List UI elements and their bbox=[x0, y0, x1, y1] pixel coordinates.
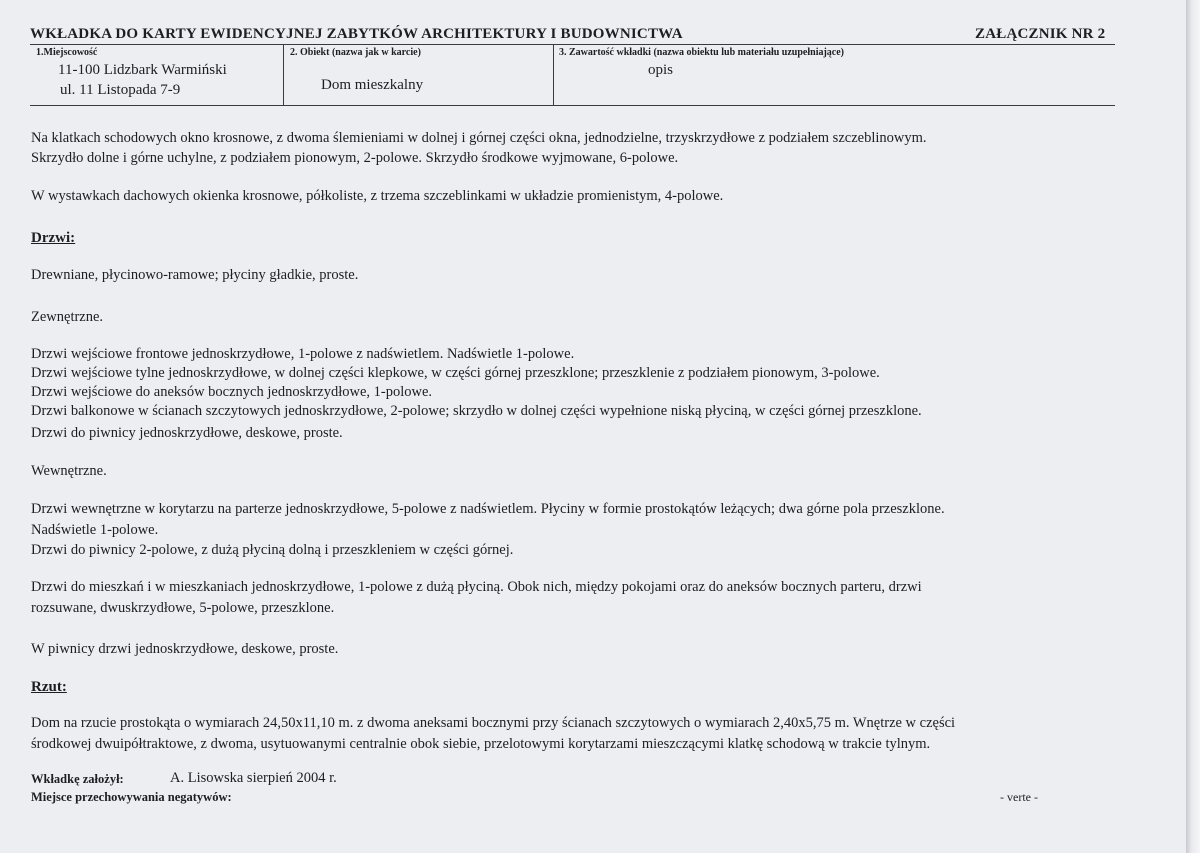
doors-heading: Drzwi: bbox=[31, 230, 76, 246]
place-line-2: ul. 11 Listopada 7-9 bbox=[60, 82, 181, 98]
author-label: Wkładkę założył: bbox=[31, 772, 124, 786]
interior-line-2: Nadświetle 1-polowe. bbox=[31, 522, 159, 538]
exterior-line-1: Drzwi wejściowe frontowe jednoskrzydłowe, 1-polowe z nadświetlem. Nadświetle 1-polowe. bbox=[31, 346, 575, 362]
field-divider-2 bbox=[553, 44, 554, 106]
window-paragraph-line-1: Na klatkach schodowych okno krosnowe, z dwoma ślemieniami w dolnej i górnej części okna, jednodzielne, trzyskrzydłowe z podziałem szczeblinowym. bbox=[31, 130, 927, 146]
content-value: opis bbox=[648, 62, 674, 78]
interior-line-3: Drzwi do piwnicy 2-polowe, z dużą płyciną dolną i przeszkleniem w części górnej. bbox=[31, 542, 514, 558]
place-line-1: 11-100 Lidzbark Warmiński bbox=[58, 62, 227, 78]
interior-line-5: rozsuwane, dwuskrzydłowe, 5-polowe, przeszklone. bbox=[31, 600, 335, 616]
doors-intro: Drewniane, płycinowo-ramowe; płyciny gładkie, proste. bbox=[31, 267, 359, 283]
interior-line-4: Drzwi do mieszkań i w mieszkaniach jednoskrzydłowe, 1-polowe z dużą płyciną. Obok nich, między pokojami oraz do aneksów bocznych parteru, drzwi bbox=[31, 579, 922, 595]
interior-line-1: Drzwi wewnętrzne w korytarzu na parterze jednoskrzydłowe, 5-polowe z nadświetlem. Płyciny w formie prostokątów leżących; dwa górne pola przeszklone. bbox=[31, 501, 945, 517]
plan-heading: Rzut: bbox=[31, 679, 67, 695]
plan-line-2: środkowej dwuipółtraktowe, z dwoma, usytuowanymi centralnie obok siebie, przelotowymi korytarzami mieszczącymi klatkę schodową w trakcie tylnym. bbox=[31, 736, 931, 752]
place-label: 1.Miejscowość bbox=[36, 47, 98, 58]
document-title: WKŁADKA DO KARTY EWIDENCYJNEJ ZABYTKÓW ARCHITEKTURY I BUDOWNICTWA bbox=[30, 26, 683, 42]
interior-heading: Wewnętrzne. bbox=[31, 463, 107, 479]
exterior-heading: Zewnętrzne. bbox=[31, 309, 104, 325]
cellar-paragraph: W piwnicy drzwi jednoskrzydłowe, deskowe, proste. bbox=[31, 641, 339, 657]
verte-note: - verte - bbox=[1000, 790, 1038, 804]
annex-number: ZAŁĄCZNIK NR 2 bbox=[975, 26, 1106, 42]
dormer-paragraph: W wystawkach dachowych okienka krosnowe, półkoliste, z trzema szczeblinkami w układzie promienistym, 4-polowe. bbox=[31, 188, 724, 204]
window-paragraph-line-2: Skrzydło dolne i górne uchylne, z podziałem pionowym, 2-polowe. Skrzydło środkowe wyjmowane, 6-polowe. bbox=[31, 150, 679, 166]
content-label: 3. Zawartość wkładki (nazwa obiektu lub materiału uzupełniające) bbox=[559, 47, 845, 58]
object-label: 2. Obiekt (nazwa jak w karcie) bbox=[290, 47, 421, 58]
object-value: Dom mieszkalny bbox=[321, 77, 424, 93]
exterior-line-5: Drzwi do piwnicy jednoskrzydłowe, deskowe, proste. bbox=[31, 425, 343, 441]
paper-edge bbox=[1186, 0, 1200, 853]
author-value: A. Lisowska sierpień 2004 r. bbox=[170, 770, 337, 786]
negatives-label: Miejsce przechowywania negatywów: bbox=[31, 790, 232, 804]
header-rule-top bbox=[30, 44, 1115, 45]
field-divider-1 bbox=[283, 44, 284, 106]
exterior-line-4: Drzwi balkonowe w ścianach szczytowych jednoskrzydłowe, 2-polowe; skrzydło w dolnej części wypełnione niską płyciną, w części górnej przeszklone. bbox=[31, 403, 922, 419]
header-rule-bottom bbox=[30, 105, 1115, 106]
exterior-line-2: Drzwi wejściowe tylne jednoskrzydłowe, w dolnej części klepkowe, w części górnej przeszklone; przeszklenie z podziałem pionowym, 3-polowe. bbox=[31, 365, 880, 381]
exterior-line-3: Drzwi wejściowe do aneksów bocznych jednoskrzydłowe, 1-polowe. bbox=[31, 384, 433, 400]
plan-line-1: Dom na rzucie prostokąta o wymiarach 24,50x11,10 m. z dwoma aneksami bocznymi przy ścianach szczytowych o wymiarach 2,40x5,75 m. Wnętrze w części bbox=[31, 715, 956, 731]
